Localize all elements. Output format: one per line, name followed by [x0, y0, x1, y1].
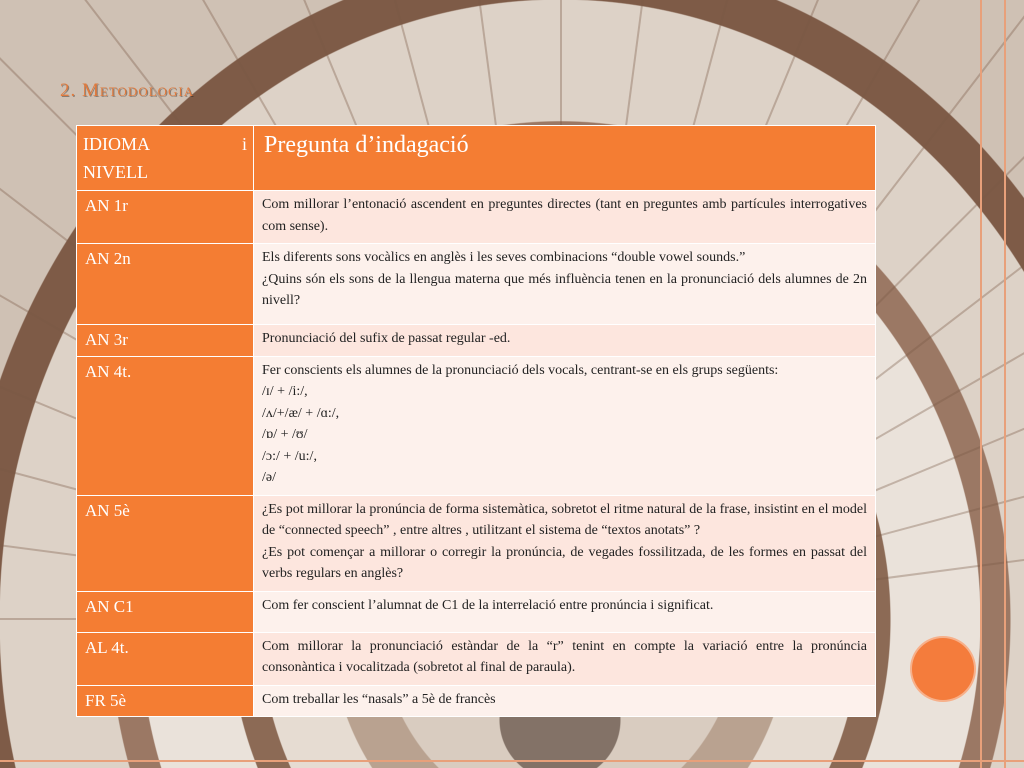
table-row — [77, 244, 876, 325]
table-row — [77, 591, 876, 632]
question-line: ¿Es pot començar a millorar o corregir la pronúncia, de vegades fossilitzada, de les formes en passat del verbs regulars en anglès? — [262, 544, 867, 581]
header-i: i — [241, 134, 247, 154]
phoneme-line: /ɔ:/ + /u:/, — [262, 448, 317, 464]
question-line: Com fer conscient l’alumnat de C1 de la interrelació entre pronúncia i significat. — [262, 597, 714, 613]
level-cell: AN 2n — [77, 244, 254, 325]
question-cell — [254, 495, 876, 591]
question-line: ¿Quins són els sons de la llengua materna que més influència tenen en la pronunciació dels alumnes de 2n nivell? — [262, 271, 867, 308]
level-cell: AL 4t. — [77, 632, 254, 685]
table-row — [77, 685, 876, 717]
header-idioma: IDIOMA — [83, 134, 150, 154]
header-language-level — [77, 126, 254, 191]
question-cell — [254, 244, 876, 325]
level-cell: AN 4t. — [77, 356, 254, 495]
question-cell — [254, 356, 876, 495]
level-cell: AN 1r — [77, 191, 254, 244]
inquiry-table — [76, 125, 876, 717]
phoneme-line: /ʌ/+/æ/ + /ɑ:/, — [262, 405, 340, 421]
level-cell: AN 5è — [77, 495, 254, 591]
header-nivell: NIVELL — [83, 162, 148, 182]
level-cell: AN 3r — [77, 325, 254, 357]
decorative-orange-circle — [912, 638, 974, 700]
table-row — [77, 632, 876, 685]
question-line: Com millorar l’entonació ascendent en preguntes directes (tant en preguntes amb partícules interrogatives com sense). — [262, 197, 867, 234]
level-cell: FR 5è — [77, 685, 254, 717]
table-row — [77, 325, 876, 357]
frame-line — [980, 0, 982, 768]
frame-line — [0, 760, 1024, 762]
question-line: Pronunciació del sufix de passat regular -ed. — [262, 331, 511, 346]
frame-line — [1004, 0, 1006, 768]
table-row — [77, 495, 876, 591]
header-question: Pregunta d’indagació — [254, 126, 876, 191]
question-line: ¿Es pot millorar la pronúncia de forma sistemàtica, sobretot el ritme natural de la frase, insistint en el model de “connected speech” , entre altres , utilitzant el sistema de “textos anotats” ? — [262, 501, 867, 538]
question-cell — [254, 191, 876, 244]
phoneme-line: /ɒ/ + /ʊ/ — [262, 427, 308, 442]
question-cell — [254, 591, 876, 632]
question-line: Com treballar les “nasals” a 5è de francès — [262, 691, 496, 707]
question-cell — [254, 632, 876, 685]
phoneme-line: /ə/ — [262, 470, 276, 485]
question-line: Els diferents sons vocàlics en anglès i les seves combinacions “double vowel sounds.” — [262, 250, 746, 265]
table-row — [77, 191, 876, 244]
phoneme-line: /ɪ/ + /i:/, — [262, 384, 308, 399]
question-cell — [254, 325, 876, 357]
table-header-row — [77, 126, 876, 191]
question-line: Com millorar la pronunciació estàndar de la “r” tenint en compte la variació entre la pronúncia consonàntica i vocalitzada (sobretot al final de paraula). — [262, 638, 867, 675]
question-line: Fer conscients els alumnes de la pronunciació dels vocals, centrant-se en els grups següents: — [262, 362, 779, 378]
table-row — [77, 356, 876, 495]
slide-title: 2. Metodologia — [60, 80, 195, 101]
question-cell — [254, 685, 876, 717]
level-cell: AN C1 — [77, 591, 254, 632]
